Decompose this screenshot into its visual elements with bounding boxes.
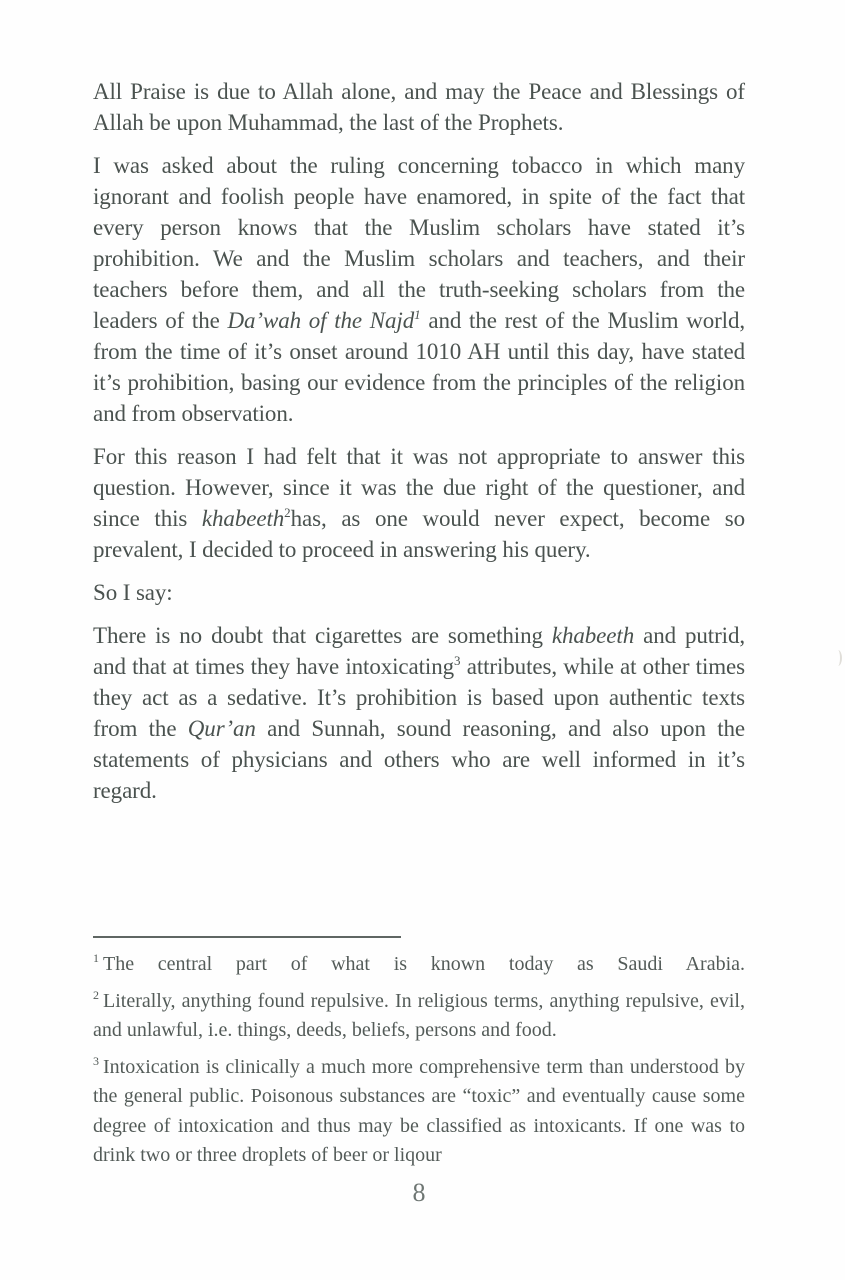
footnote-ref-3: 3 xyxy=(454,653,461,668)
text-segment: and Sunnah, sound reasoning, and also upon the statements of physicians and others who are well informed in it’s regard. xyxy=(93,716,745,803)
footnote-marker-1: 1 xyxy=(93,951,99,965)
italic-khabeeth: khabeeth xyxy=(201,506,285,531)
footnote-ref-1: 1 xyxy=(414,307,421,322)
italic-dawah-of-najd: Da’wah of the Najd xyxy=(227,308,415,333)
text-segment: I was asked about the ruling concerning tobacco in which many ignorant and foolish people have enamored, in spite of the fact that every person knows that the Muslim scholars have stated it’s prohibition. We and the Muslim scholars and teachers, and their teachers before them, and all the truth-seeking scholars from the leaders of the xyxy=(93,153,745,333)
footnote-text-1: The central part of what is known today as Saudi Arabia. xyxy=(103,953,745,975)
footnotes-section xyxy=(93,936,745,1178)
footnote-text-3: Intoxication is clinically a much more comprehensive term than understood by the general public. Poisonous substances are “toxic” and eventually cause some degree of intoxication and thus may be classified as intoxicants. If one was to drink two or three droplets of beer or liqour xyxy=(93,1055,745,1166)
footnote-2 xyxy=(93,987,745,1046)
body-text xyxy=(93,76,745,818)
paragraph-tobacco-question xyxy=(93,150,745,429)
italic-quran: Qur’an xyxy=(187,716,256,741)
text-segment: For this reason I had felt that it was not appropriate to answer this question. However, since it was the due right of the questioner, and since this xyxy=(93,444,745,531)
text-segment: and the rest of the Muslim world, from the time of it’s onset around 1010 AH until this day, have stated it’s prohibition, basing our evidence from the principles of the religion and from observation. xyxy=(93,308,746,426)
text-segment: attributes, while at other times they act as a sedative. It’s prohibition is based upon authentic texts from the xyxy=(93,654,745,741)
paragraph-praise: All Praise is due to Allah alone, and may the Peace and Blessings of Allah be upon Muhammad, the last of the Prophets. xyxy=(93,79,745,135)
footnote-3 xyxy=(93,1053,745,1171)
italic-khabeeth: khabeeth xyxy=(551,623,635,648)
footnote-1 xyxy=(93,950,745,980)
paragraph-reason xyxy=(93,441,745,565)
text-segment: has, as one would never expect, become so prevalent, I decided to proceed in answering his query. xyxy=(93,506,745,562)
footnote-marker-3: 3 xyxy=(93,1053,99,1068)
footnote-marker-2: 2 xyxy=(93,987,99,1002)
paragraph-so-i-say: So I say: xyxy=(93,580,173,605)
paragraph-cigarettes xyxy=(93,620,745,806)
footnote-ref-2: 2 xyxy=(284,505,291,520)
text-segment: There is no doubt that cigarettes are something xyxy=(93,623,552,648)
text-segment: and putrid, and that at times they have intoxicating xyxy=(93,623,745,679)
footnote-text-2: Literally, anything found repulsive. In religious terms, anything repulsive, evil, and unlawful, i.e. things, deeds, beliefs, persons and food. xyxy=(93,989,745,1041)
scan-artifact xyxy=(834,650,842,666)
page-number: 8 xyxy=(412,1178,426,1207)
footnote-separator xyxy=(93,936,401,938)
